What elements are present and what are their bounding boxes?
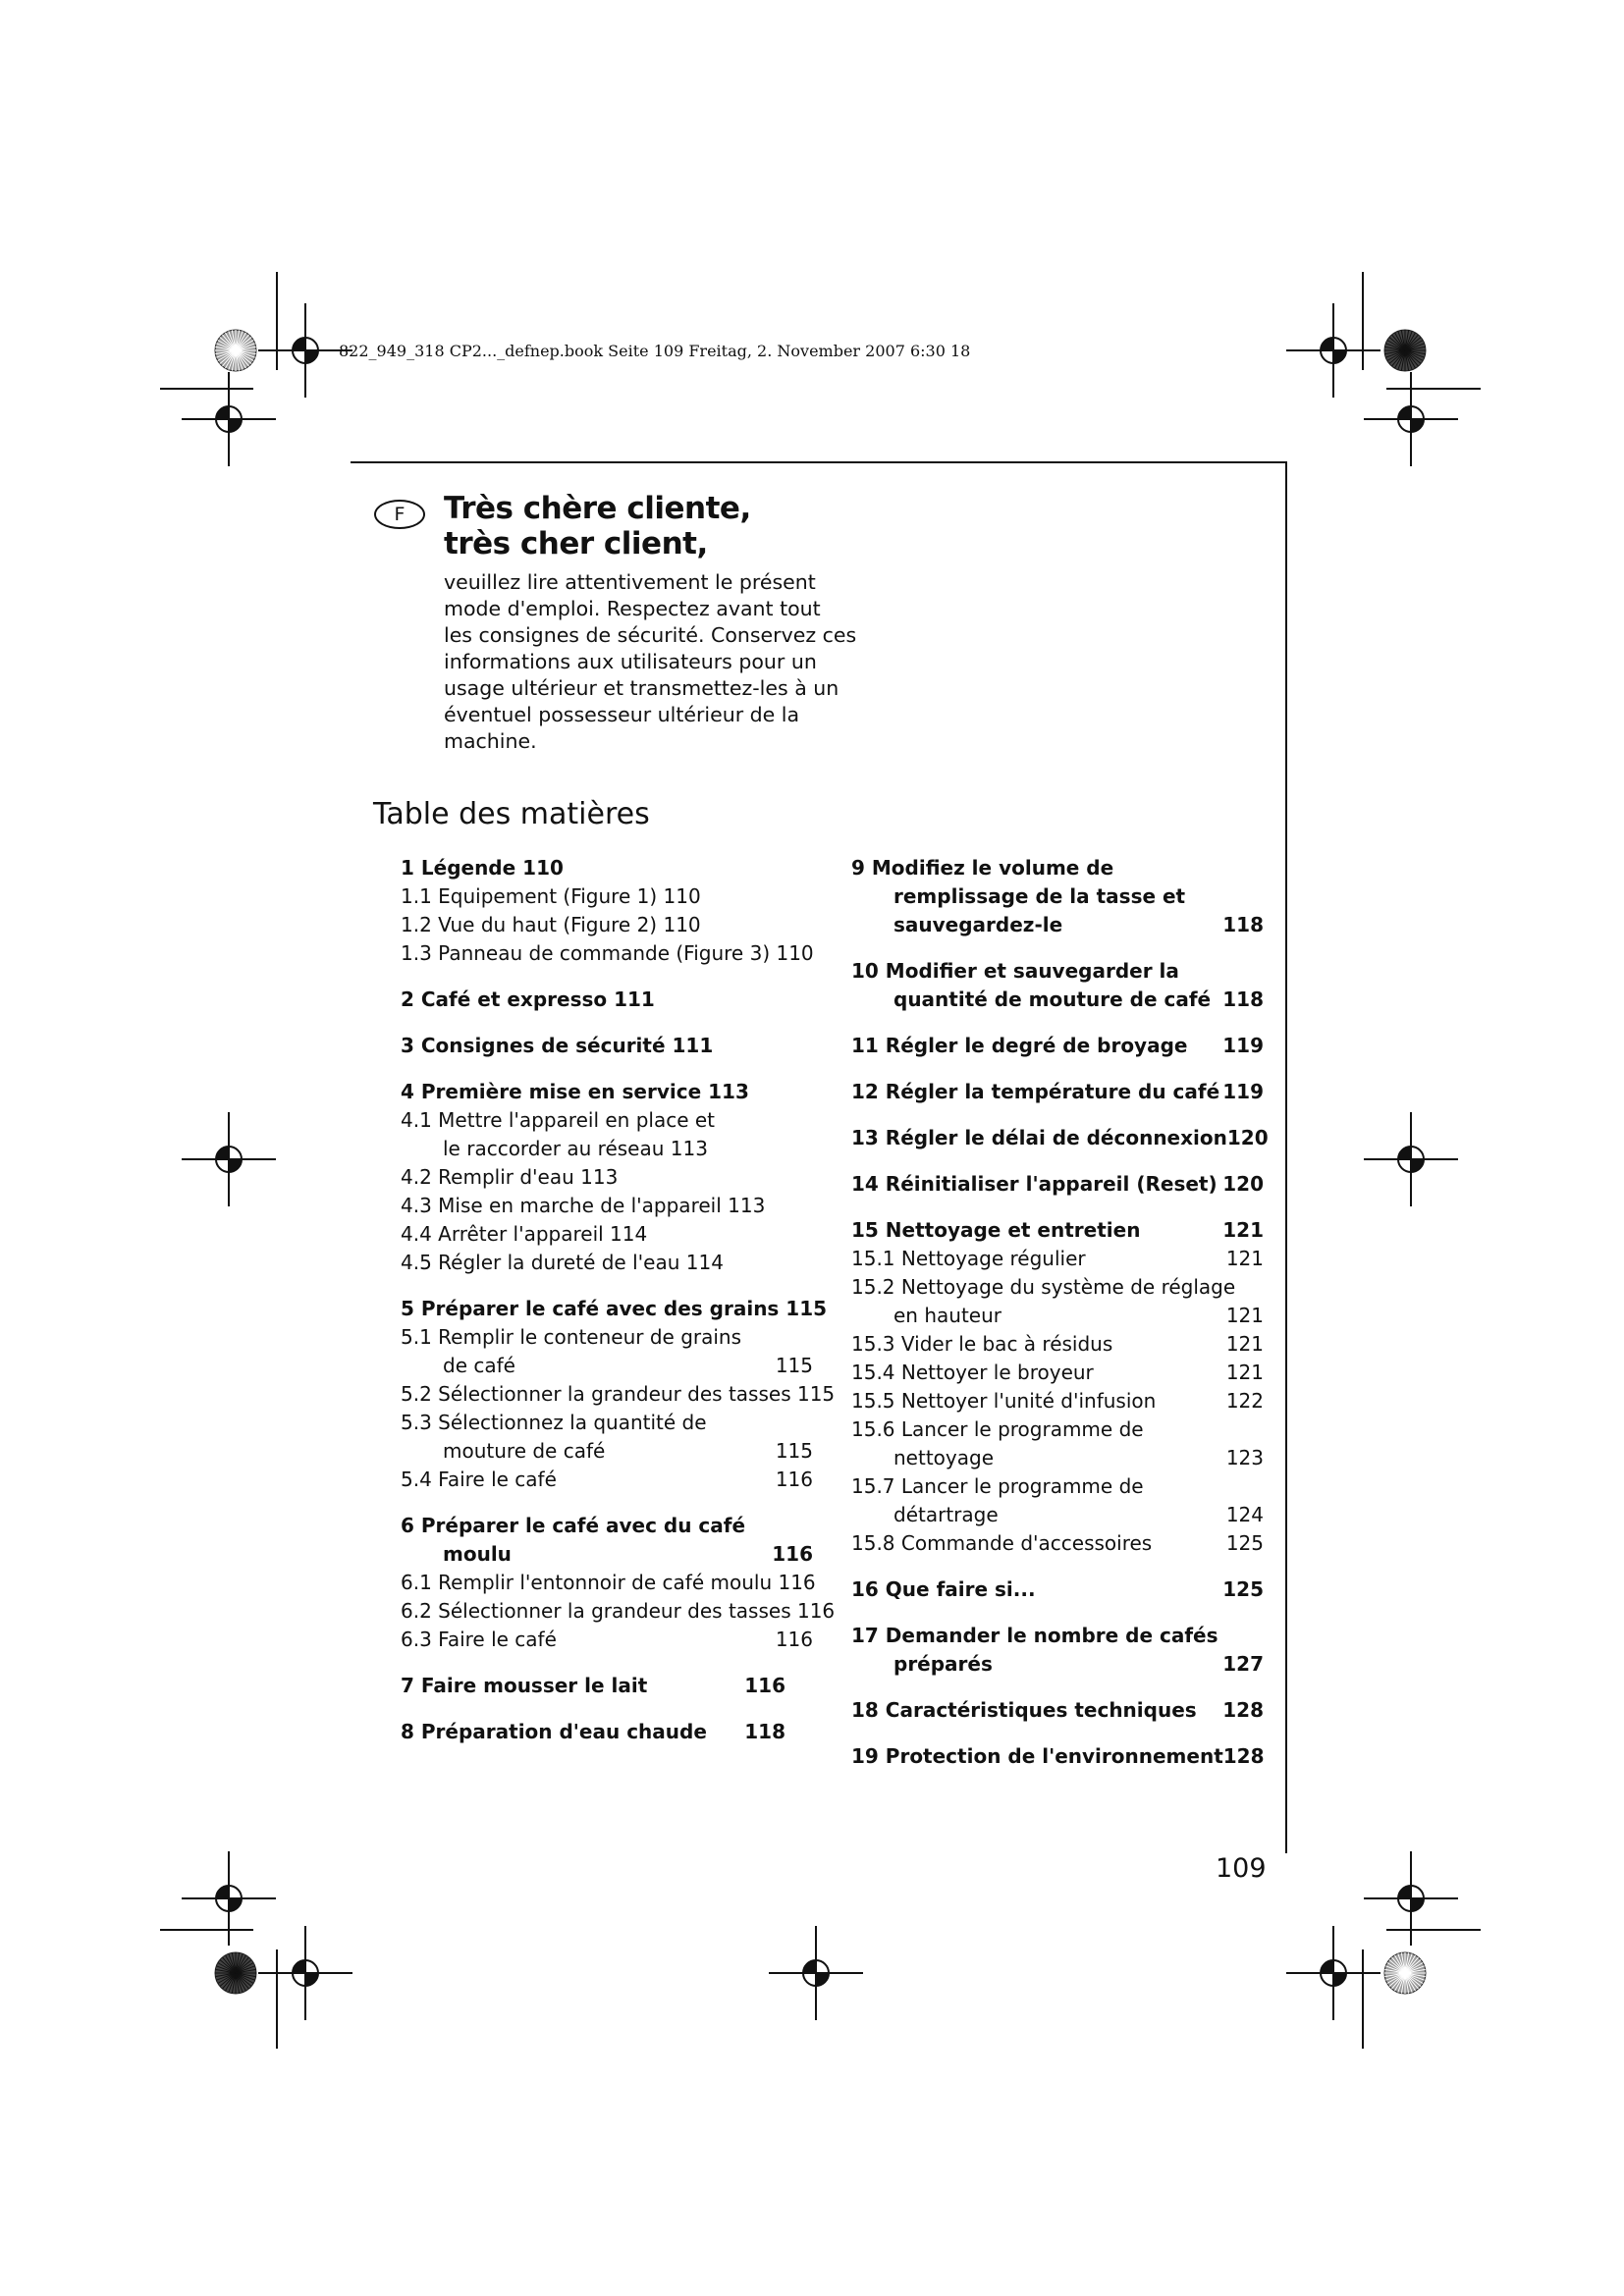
registration-quadrant bbox=[216, 1147, 229, 1159]
toc-entry-title: 5.2 Sélectionner la grandeur des tasses 115 bbox=[401, 1382, 836, 1406]
frame-right-rule bbox=[1285, 461, 1287, 1853]
registration-quadrant bbox=[1398, 406, 1411, 419]
toc-entry-title: 15.7 Lancer le programme de bbox=[851, 1474, 1144, 1498]
toc-section bbox=[401, 986, 813, 1014]
toc-entry-title: 14 Réinitialiser l'appareil (Reset) bbox=[851, 1172, 1218, 1196]
toc-entry-title: le raccorder au réseau 113 bbox=[443, 1137, 708, 1160]
toc-entry-title: 9 Modifiez le volume de bbox=[851, 856, 1114, 880]
greeting-line-2: très cher client, bbox=[444, 526, 708, 561]
toc-entry bbox=[851, 1415, 1264, 1444]
registration-quadrant bbox=[1333, 350, 1346, 363]
toc-entry bbox=[401, 1323, 813, 1352]
registration-quadrant bbox=[1398, 1147, 1411, 1159]
toc-entry bbox=[401, 986, 813, 1014]
toc-entry-page: 116 bbox=[775, 1628, 813, 1651]
toc-entry-title: 3 Consignes de sécurité 111 bbox=[401, 1034, 714, 1057]
toc-entry-page: 128 bbox=[1222, 1698, 1264, 1722]
toc-section bbox=[851, 1216, 1264, 1558]
toc-entry bbox=[851, 1216, 1264, 1245]
toc-entry bbox=[401, 1163, 813, 1192]
toc-entry-title: en hauteur bbox=[893, 1304, 1001, 1327]
intro-line: informations aux utilisateurs pour un bbox=[444, 650, 817, 673]
toc-entry-title: moulu bbox=[443, 1542, 512, 1566]
toc-entry-page: 116 bbox=[744, 1674, 785, 1697]
intro-line: mode d'emploi. Respectez avant tout bbox=[444, 597, 821, 620]
toc-entry bbox=[401, 1626, 813, 1654]
greeting-line-1: Très chère cliente, bbox=[444, 491, 751, 526]
registration-quadrant bbox=[305, 1973, 318, 1986]
toc-entry-title: 8 Préparation d'eau chaude bbox=[401, 1720, 707, 1743]
toc-entry bbox=[851, 882, 1264, 911]
toc-entry bbox=[851, 1575, 1264, 1604]
toc-entry-title: 1 Légende 110 bbox=[401, 856, 564, 880]
toc-entry-title: mouture de café bbox=[443, 1439, 606, 1463]
toc-entry-page: 118 bbox=[1222, 988, 1264, 1011]
toc-entry-title: 15.1 Nettoyage régulier bbox=[851, 1247, 1086, 1270]
toc-entry bbox=[851, 986, 1264, 1014]
toc-entry bbox=[401, 882, 813, 911]
toc-entry-page: 124 bbox=[1225, 1503, 1264, 1526]
print-slug: 822_949_318 CP2..._defnep.book Seite 109 Freitag, 2. November 2007 6:30 18 bbox=[339, 342, 971, 360]
greeting-heading bbox=[444, 491, 751, 561]
toc-section bbox=[851, 1696, 1264, 1725]
toc-title: Table des matières bbox=[373, 797, 650, 831]
registration-quadrant bbox=[216, 1886, 229, 1898]
toc-section bbox=[851, 854, 1264, 939]
toc-section bbox=[851, 1575, 1264, 1604]
toc-entry-title: 4.5 Régler la dureté de l'eau 114 bbox=[401, 1251, 724, 1274]
toc-entry-title: 15.8 Commande d'accessoires bbox=[851, 1531, 1153, 1555]
toc-entry-title: 4.2 Remplir d'eau 113 bbox=[401, 1165, 619, 1189]
toc-entry-title: remplissage de la tasse et bbox=[893, 884, 1186, 908]
toc-entry-page: 125 bbox=[1222, 1577, 1264, 1601]
intro-line: usage ultérieur et transmettez-les à un bbox=[444, 676, 839, 700]
toc-entry-page: 118 bbox=[744, 1720, 785, 1743]
toc-entry bbox=[401, 1192, 813, 1220]
toc-entry bbox=[401, 854, 813, 882]
toc-entry-title: 15.3 Vider le bac à résidus bbox=[851, 1332, 1113, 1356]
toc-section bbox=[401, 854, 813, 968]
toc-entry bbox=[401, 1295, 828, 1323]
toc-entry bbox=[401, 1352, 813, 1380]
registration-quadrant bbox=[1321, 338, 1333, 350]
toc-left-column bbox=[401, 854, 836, 1764]
toc-entry-page: 127 bbox=[1222, 1652, 1264, 1676]
toc-section bbox=[851, 1170, 1264, 1199]
toc-section bbox=[401, 1672, 813, 1700]
toc-entry-title: 15.6 Lancer le programme de bbox=[851, 1417, 1144, 1441]
registration-quadrant bbox=[1333, 1973, 1346, 1986]
toc-entry bbox=[401, 1569, 816, 1597]
toc-entry-page: 118 bbox=[1222, 913, 1264, 936]
toc-entry-title: 17 Demander le nombre de cafés bbox=[851, 1624, 1218, 1647]
toc-section bbox=[851, 1032, 1264, 1060]
toc-entry-title: 18 Caractéristiques techniques bbox=[851, 1698, 1197, 1722]
toc-entry-page: 116 bbox=[775, 1468, 813, 1491]
toc-section bbox=[851, 957, 1264, 1014]
toc-entry bbox=[851, 1330, 1264, 1359]
toc-entry-title: détartrage bbox=[893, 1503, 999, 1526]
registration-quadrant bbox=[229, 419, 242, 432]
toc-entry-page: 120 bbox=[1226, 1126, 1269, 1149]
toc-entry bbox=[401, 939, 813, 968]
toc-right-column bbox=[851, 854, 1269, 1789]
language-badge: F bbox=[374, 500, 425, 529]
toc-entry-title: 4.4 Arrêter l'appareil 114 bbox=[401, 1222, 648, 1246]
toc-entry bbox=[851, 1501, 1264, 1529]
toc-entry-title: 1.3 Panneau de commande (Figure 3) 110 bbox=[401, 941, 814, 965]
toc-entry bbox=[851, 911, 1264, 939]
toc-entry bbox=[851, 1302, 1264, 1330]
toc-entry bbox=[851, 1529, 1264, 1558]
toc-entry bbox=[851, 1696, 1264, 1725]
toc-entry-title: 5.4 Faire le café bbox=[401, 1468, 557, 1491]
registration-quadrant bbox=[305, 350, 318, 363]
toc-entry-title: 4.3 Mise en marche de l'appareil 113 bbox=[401, 1194, 766, 1217]
toc-entry bbox=[851, 1170, 1264, 1199]
intro-line: veuillez lire attentivement le présent bbox=[444, 570, 816, 594]
toc-entry-title: 15 Nettoyage et entretien bbox=[851, 1218, 1141, 1242]
toc-entry-title: 13 Régler le délai de déconnexion bbox=[851, 1126, 1227, 1149]
registration-quadrant bbox=[1411, 1159, 1424, 1172]
toc-entry bbox=[851, 957, 1264, 986]
toc-entry-page: 122 bbox=[1225, 1389, 1264, 1413]
toc-entry bbox=[401, 1078, 813, 1106]
toc-entry-title: nettoyage bbox=[893, 1446, 994, 1469]
toc-entry bbox=[851, 1078, 1264, 1106]
toc-entry bbox=[401, 911, 813, 939]
toc-section bbox=[401, 1512, 836, 1654]
toc-entry bbox=[851, 1387, 1264, 1415]
toc-section bbox=[401, 1078, 813, 1277]
toc-entry bbox=[401, 1220, 813, 1249]
toc-entry-page: 121 bbox=[1222, 1218, 1264, 1242]
toc-entry-page: 121 bbox=[1225, 1247, 1264, 1270]
intro-line: les consignes de sécurité. Conservez ces bbox=[444, 623, 857, 647]
toc-entry-page: 116 bbox=[772, 1542, 813, 1566]
page-number: 109 bbox=[1216, 1853, 1267, 1884]
toc-entry-title: 4 Première mise en service 113 bbox=[401, 1080, 749, 1103]
toc-entry-title: sauvegardez-le bbox=[893, 913, 1063, 936]
toc-entry-page: 115 bbox=[775, 1354, 813, 1377]
toc-entry bbox=[851, 1650, 1264, 1679]
toc-entry bbox=[851, 1444, 1264, 1472]
toc-entry-page: 119 bbox=[1222, 1080, 1264, 1103]
toc-entry-title: 19 Protection de l'environnement bbox=[851, 1744, 1223, 1768]
toc-entry bbox=[851, 1359, 1264, 1387]
toc-section bbox=[401, 1295, 836, 1494]
toc-entry bbox=[851, 1032, 1264, 1060]
toc-entry bbox=[851, 1472, 1264, 1501]
toc-entry-title: 16 Que faire si... bbox=[851, 1577, 1036, 1601]
toc-entry bbox=[851, 854, 1264, 882]
toc-entry bbox=[851, 1273, 1264, 1302]
toc-entry-page: 121 bbox=[1225, 1304, 1264, 1327]
toc-entry-title: 4.1 Mettre l'appareil en place et bbox=[401, 1108, 716, 1132]
toc-entry-title: 11 Régler le degré de broyage bbox=[851, 1034, 1188, 1057]
registration-quadrant bbox=[803, 1960, 816, 1973]
toc-entry-title: 5.3 Sélectionnez la quantité de bbox=[401, 1411, 707, 1434]
toc-entry bbox=[401, 1249, 813, 1277]
registration-quadrant bbox=[229, 1159, 242, 1172]
toc-entry-title: 15.4 Nettoyer le broyeur bbox=[851, 1361, 1094, 1384]
toc-entry-title: 6.3 Faire le café bbox=[401, 1628, 557, 1651]
registration-quadrant bbox=[293, 1960, 305, 1973]
toc-entry bbox=[851, 1245, 1264, 1273]
registration-quadrant bbox=[293, 338, 305, 350]
toc-entry-page: 119 bbox=[1222, 1034, 1264, 1057]
registration-quadrant bbox=[816, 1973, 829, 1986]
toc-entry bbox=[401, 1466, 813, 1494]
frame-top-rule bbox=[351, 461, 1286, 463]
toc-entry-title: de café bbox=[443, 1354, 515, 1377]
registration-quadrant bbox=[229, 1898, 242, 1911]
intro-line: éventuel possesseur ultérieur de la bbox=[444, 703, 800, 726]
toc-entry-title: 1.2 Vue du haut (Figure 2) 110 bbox=[401, 913, 701, 936]
toc-entry-title: 6 Préparer le café avec du café bbox=[401, 1514, 746, 1537]
toc-section bbox=[401, 1718, 813, 1746]
toc-entry-page: 115 bbox=[775, 1439, 813, 1463]
toc-entry-title: 15.2 Nettoyage du système de réglage bbox=[851, 1275, 1236, 1299]
toc-entry bbox=[401, 1032, 813, 1060]
toc-entry-title: 6.1 Remplir l'entonnoir de café moulu 116 bbox=[401, 1571, 816, 1594]
toc-section bbox=[851, 1124, 1269, 1152]
toc-entry-title: quantité de mouture de café bbox=[893, 988, 1212, 1011]
toc-entry-title: 15.5 Nettoyer l'unité d'infusion bbox=[851, 1389, 1157, 1413]
toc-entry-title: 12 Régler la température du café bbox=[851, 1080, 1220, 1103]
toc-entry-title: 5 Préparer le café avec des grains 115 bbox=[401, 1297, 828, 1320]
toc-entry bbox=[851, 1124, 1269, 1152]
toc-section bbox=[851, 1078, 1264, 1106]
toc-entry-title: 5.1 Remplir le conteneur de grains bbox=[401, 1325, 742, 1349]
toc-section bbox=[401, 1032, 813, 1060]
toc-entry bbox=[401, 1437, 813, 1466]
toc-entry bbox=[401, 1380, 836, 1409]
toc-entry bbox=[401, 1106, 813, 1135]
toc-entry-title: 1.1 Equipement (Figure 1) 110 bbox=[401, 884, 701, 908]
toc-entry-page: 121 bbox=[1225, 1361, 1264, 1384]
toc-section bbox=[851, 1742, 1264, 1771]
toc-entry-title: 2 Café et expresso 111 bbox=[401, 988, 655, 1011]
registration-quadrant bbox=[1398, 1886, 1411, 1898]
intro-paragraph bbox=[444, 569, 856, 755]
toc-entry bbox=[401, 1512, 813, 1540]
registration-quadrant bbox=[1411, 419, 1424, 432]
toc-entry-page: 120 bbox=[1222, 1172, 1264, 1196]
intro-line: machine. bbox=[444, 729, 537, 753]
toc-entry-title: 10 Modifier et sauvegarder la bbox=[851, 959, 1179, 983]
toc-entry bbox=[851, 1742, 1264, 1771]
toc-entry-page: 125 bbox=[1225, 1531, 1264, 1555]
toc-entry-page: 121 bbox=[1225, 1332, 1264, 1356]
toc-entry bbox=[851, 1622, 1264, 1650]
toc-entry bbox=[401, 1135, 813, 1163]
toc-entry-title: 7 Faire mousser le lait bbox=[401, 1674, 648, 1697]
toc-entry bbox=[401, 1409, 813, 1437]
toc-section bbox=[851, 1622, 1264, 1679]
toc-entry-page: 128 bbox=[1222, 1744, 1265, 1768]
toc-entry-title: préparés bbox=[893, 1652, 993, 1676]
toc-entry bbox=[401, 1540, 813, 1569]
toc-entry-page: 123 bbox=[1225, 1446, 1264, 1469]
registration-quadrant bbox=[1411, 1898, 1424, 1911]
toc-entry bbox=[401, 1672, 785, 1700]
toc-entry bbox=[401, 1597, 836, 1626]
toc-entry bbox=[401, 1718, 785, 1746]
registration-quadrant bbox=[1321, 1960, 1333, 1973]
toc-entry-title: 6.2 Sélectionner la grandeur des tasses 116 bbox=[401, 1599, 836, 1623]
registration-quadrant bbox=[216, 406, 229, 419]
